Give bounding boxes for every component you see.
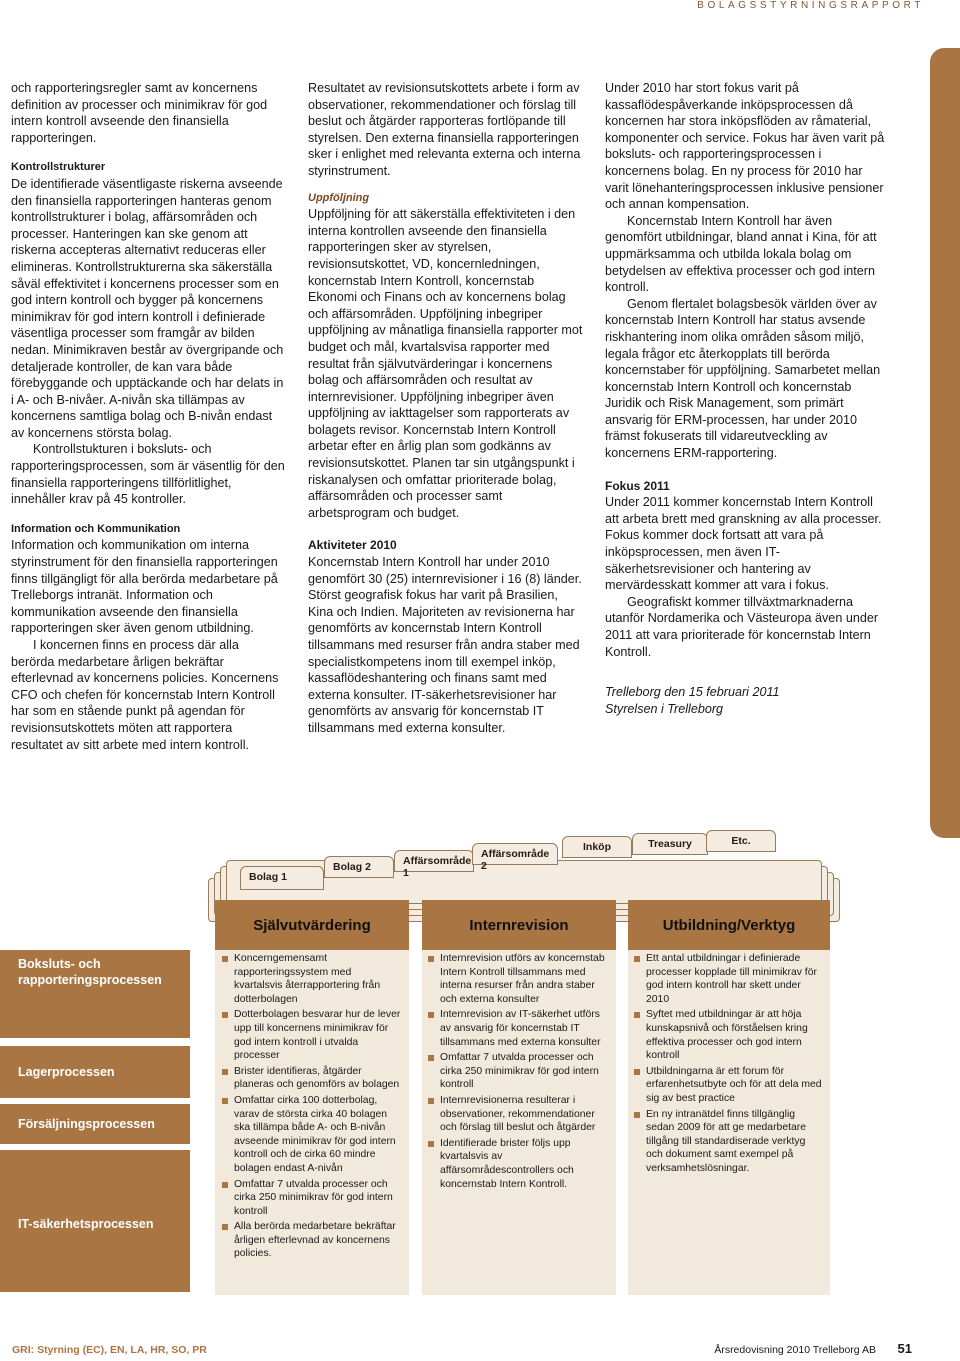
col1-p4: Information och kommunikation om interna styrinstrument för den finansiella rapporteringen finns tillgängligt för alla berörda medarbetare på Trelleborgs intranät. Information och kommunikation avseende den finansiella rapporteringen sker även genom utbildning. xyxy=(11,538,278,636)
bullet-item: Utbildningarna är ett forum för erfarenhetsutbyte och för att dela med sig av best practice xyxy=(634,1065,822,1106)
header-utbildning: Utbildning/Verktyg xyxy=(628,900,830,950)
col1-p1: och rapporteringsregler samt av koncernens definition av processer och minimikrav för god intern kontroll avseende den finansiella rapporteringen. xyxy=(11,81,268,145)
page-footer xyxy=(0,1336,960,1361)
row-it-sakerhet: IT-säkerhetsprocessen xyxy=(0,1150,190,1292)
header-sjalvutvardering: Självutvärdering xyxy=(215,900,409,950)
page-number: 51 xyxy=(897,1341,912,1356)
tab-affarsomrade-2: Affärsområde 2 xyxy=(472,843,558,865)
heading-kontrollstrukturer: Kontrollstrukturer xyxy=(11,161,106,174)
side-accent-bar xyxy=(930,48,960,838)
bullets-sjalvutvardering xyxy=(222,952,402,1263)
col3-p1: Under 2010 har stort fokus varit på kassaflödespåverkande inköpsprocessen då koncernen har stora inköpsflöden av råmaterial, komponenter och service. Fokus har även varit på boksluts- och rapporteringsprocessen i koncernens bolag. En ny process för 2010 har varit lönehanteringsprocessen inklusive pensioner och annan kompensation. xyxy=(605,81,885,212)
heading-information: Information och Kommunikation xyxy=(11,522,181,535)
bullet-item: Internrevisionerna resulterar i observationer, rekommendationer och förslag till beslut och åtgärder xyxy=(428,1094,608,1135)
col2-p1: Resultatet av revisionsutskottets arbete i form av observationer, rekommendationer och förslag till beslut och åtgärder rapporteras fortlöpande till styrelsen. Den externa finansiella rapporteringen sker i enlighet med relevanta externa och interna styrinstrument. xyxy=(308,81,581,178)
bullet-item: Internrevision av IT-säkerhet utförs av ansvarig för koncernstab IT tillsammans med externa konsulter xyxy=(428,1008,608,1049)
page-header xyxy=(0,0,960,22)
bullets-internrevision xyxy=(428,952,608,1193)
bullets-utbildning xyxy=(634,952,822,1178)
col2-p3: Koncernstab Intern Kontroll har under 2010 genomfört 30 (25) internrevisioner i 16 (8) länder. Störst geografisk fokus har varit på Brasilien, Kina och Indien. Majoriteten av revisionerna har genomförts av koncernstab Intern Kontroll tillsammans med resurser från andra staber med specialistkompetens inom till exempel inköp, kassaflödeshantering och finans samt med externa konsulter. IT-säkerhetsrevisioner har genomförts av ansvarig för koncernstab IT tillsammans med externa konsulter. xyxy=(308,555,582,735)
tab-etc: Etc. xyxy=(706,830,776,852)
col3-p5: Geografiskt kommer tillväxtmarknaderna utanför Nordamerika och Västeuropa även under 2011 att vara prioriterade för koncernstab Intern Kontroll. xyxy=(605,594,879,659)
col3-p3: Genom flertalet bolagsbesök världen över av koncernstab Intern Kontroll har status avsende riskhantering inom olika områden såsom miljö, legala frågor etc återkopplats till berörda koncernstaber för uppföljning. Samarbetet mellan koncernstab Intern Kontroll och koncernstab Juridik och Risk Management, som primärt ansvarig för ERM-processen, har under 2010 främst fokuserats till vidareutveckling av koncernens ERM-rapportering. xyxy=(605,296,881,461)
text-column-1 xyxy=(11,80,285,753)
bullet-item: Syftet med utbildningar är att höja kunskapsnivå och förståelsen kring effektiva processer och god intern kontroll xyxy=(634,1008,822,1062)
heading-aktiviteter: Aktiviteter 2010 xyxy=(308,538,397,553)
tab-treasury: Treasury xyxy=(632,833,708,855)
bullet-item: Alla berörda medarbetare bekräftar årligen efterlevnad av koncernens policies. xyxy=(222,1220,402,1261)
text-column-2 xyxy=(308,80,586,737)
col2-p2: Uppföljning för att säkerställa effektiviteten i den interna kontrollen avseende den finansiella rapporteringen sker av styrelsen, revisionsutskottet, VD, koncernledningen, koncernstab Intern Kontroll, koncernstab Ekonomi och Finans och av koncernens bolag och affärsområden. Uppföljning inbegriper uppföljning av månatliga finansiella rapporter mot budget och mål, kvartalsvisa rapporter med resultat från självutvärderingar i koncernens bolag och affärsområden och resultat av internrevisioner. Uppföljning inbegriper även uppföljning av iakttagelser som rapporterats av bolagets revisor. Koncernstab Intern Kontroll arbetar efter en årlig plan som godkänns av revisionsutskottet. Planen tar sin utgångspunkt i riskanalysen och omfattar prioriterade bolag, affärsområden och processer samt arbetsprogram och budget. xyxy=(308,207,583,520)
bullet-item: Ett antal utbildningar i definierade processer kopplade till minimikrav för god intern kontroll har skett under 2010 xyxy=(634,952,822,1006)
bullet-item: Dotterbolagen besvarar hur de lever upp till koncernens minimikrav för god intern kontroll i utvalda processer xyxy=(222,1008,402,1062)
row-lager: Lagerprocessen xyxy=(0,1046,190,1098)
col1-p5: I koncernen finns en process där alla berörda medarbetare årligen bekräftar efterlevnad av koncernens policies. Koncernens CFO och chefen för koncernstab Intern Kontroll har som en stående punkt på agendan för revisionsutskottets möten att rapportera resultatet av sitt arbete med intern kontroll. xyxy=(11,638,279,752)
signature-board: Styrelsen i Trelleborg xyxy=(605,701,724,716)
bullet-item: Koncerngemensamt rapporteringssystem med kvartalsvis återrapportering från dotterbolagen xyxy=(222,952,402,1006)
report-name: Årsredovisning 2010 Trelleborg AB xyxy=(714,1344,876,1356)
col1-p3: Kontrollstukturen i boksluts- och rapporteringsprocessen, som är väsentlig för den finansiella rapporteringens tillförlitlighet, innehåller krav på 45 kontroller. xyxy=(11,442,285,507)
tab-bolag-1: Bolag 1 xyxy=(240,866,324,890)
bullet-item: Identifierade brister följs upp kvartalsvis av affärsområdescontrollers och koncernstab Intern Kontroll. xyxy=(428,1137,608,1191)
bullet-item: Brister identifieras, åtgärder planeras och genomförs av bolagen xyxy=(222,1065,402,1092)
gri-reference: GRI: Styrning (EC), EN, LA, HR, SO, PR xyxy=(12,1344,207,1356)
header-internrevision: Internrevision xyxy=(422,900,616,950)
text-column-3 xyxy=(605,80,885,717)
bullet-item: Omfattar cirka 100 dotterbolag, varav de största cirka 40 bolagen ska tillämpa både A- och B-nivån avseende minimikrav för god intern kontroll och de cirka 60 mindre bolagen endast A-nivån xyxy=(222,1094,402,1176)
heading-fokus: Fokus 2011 xyxy=(605,478,670,493)
col3-p4: Under 2011 kommer koncernstab Intern Kontroll att arbeta brett med granskning av alla processer. Fokus kommer dock fortsatt att vara på inköpsprocessen, men även IT-säkerhetsrevisioner och hantering av mervärdesskatt kommer att vara i fokus. xyxy=(605,495,882,593)
heading-uppfoljning: Uppföljning xyxy=(308,191,370,204)
row-boksluts: Boksluts- och rapporteringsprocessen xyxy=(0,950,190,1038)
bullet-item: Omfattar 7 utvalda processer och cirka 250 minimikrav för god intern kontroll xyxy=(222,1178,402,1219)
col3-p2: Koncernstab Intern Kontroll har även genomfört utbildningar, bland annat i Kina, för att uppmärksamma och utbilda lokala bolag om betydelsen av effektiva processer och god intern kontroll. xyxy=(605,213,877,295)
bullet-item: Internrevision utförs av koncernstab Intern Kontroll tillsammans med interna resurser från andra staber och externa konsulter xyxy=(428,952,608,1006)
col1-p2: De identifierade väsentligaste riskerna avseende den finansiella rapporteringen hanteras genom kontrollstrukturer i bolag, affärsområden och processer. Hanteringen kan ske genom att riskerna accepteras alternativt reduceras eller elimineras. Kontrollstrukturerna ska säkerställa såväl effektivitet i koncernens processer som en god intern kontroll och bygger på koncernens minimikrav för god intern kontroll i definierade väsentliga processer som framgår av bilden nedan. Minimikraven består av övergripande och detaljerade kontroller, de kan vara både förebyggande och upptäckande och har delats in i A- och B-nivåer. A-nivån ska tillämpas av koncernens samtliga bolag och B-nivån endast av koncernens största bolag. xyxy=(11,176,284,440)
header-title: BOLAGSSTYRNINGSRAPPORT xyxy=(697,0,924,11)
signature-date: Trelleborg den 15 februari 2011 xyxy=(605,685,780,700)
bullet-item: En ny intranätdel finns tillgänglig sedan 2009 för att ge medarbetare tillgång till standardiserade verktyg och dokument samt exempel på verksamhetslösningar. xyxy=(634,1108,822,1176)
row-forsaljning: Försäljningsprocessen xyxy=(0,1104,190,1144)
bullet-item: Omfattar 7 utvalda processer och cirka 250 minimikrav för god intern kontroll xyxy=(428,1051,608,1092)
tab-inkop: Inköp xyxy=(562,836,632,858)
tab-bolag-2: Bolag 2 xyxy=(324,856,394,878)
tab-affarsomrade-1: Affärsområde 1 xyxy=(394,850,474,872)
